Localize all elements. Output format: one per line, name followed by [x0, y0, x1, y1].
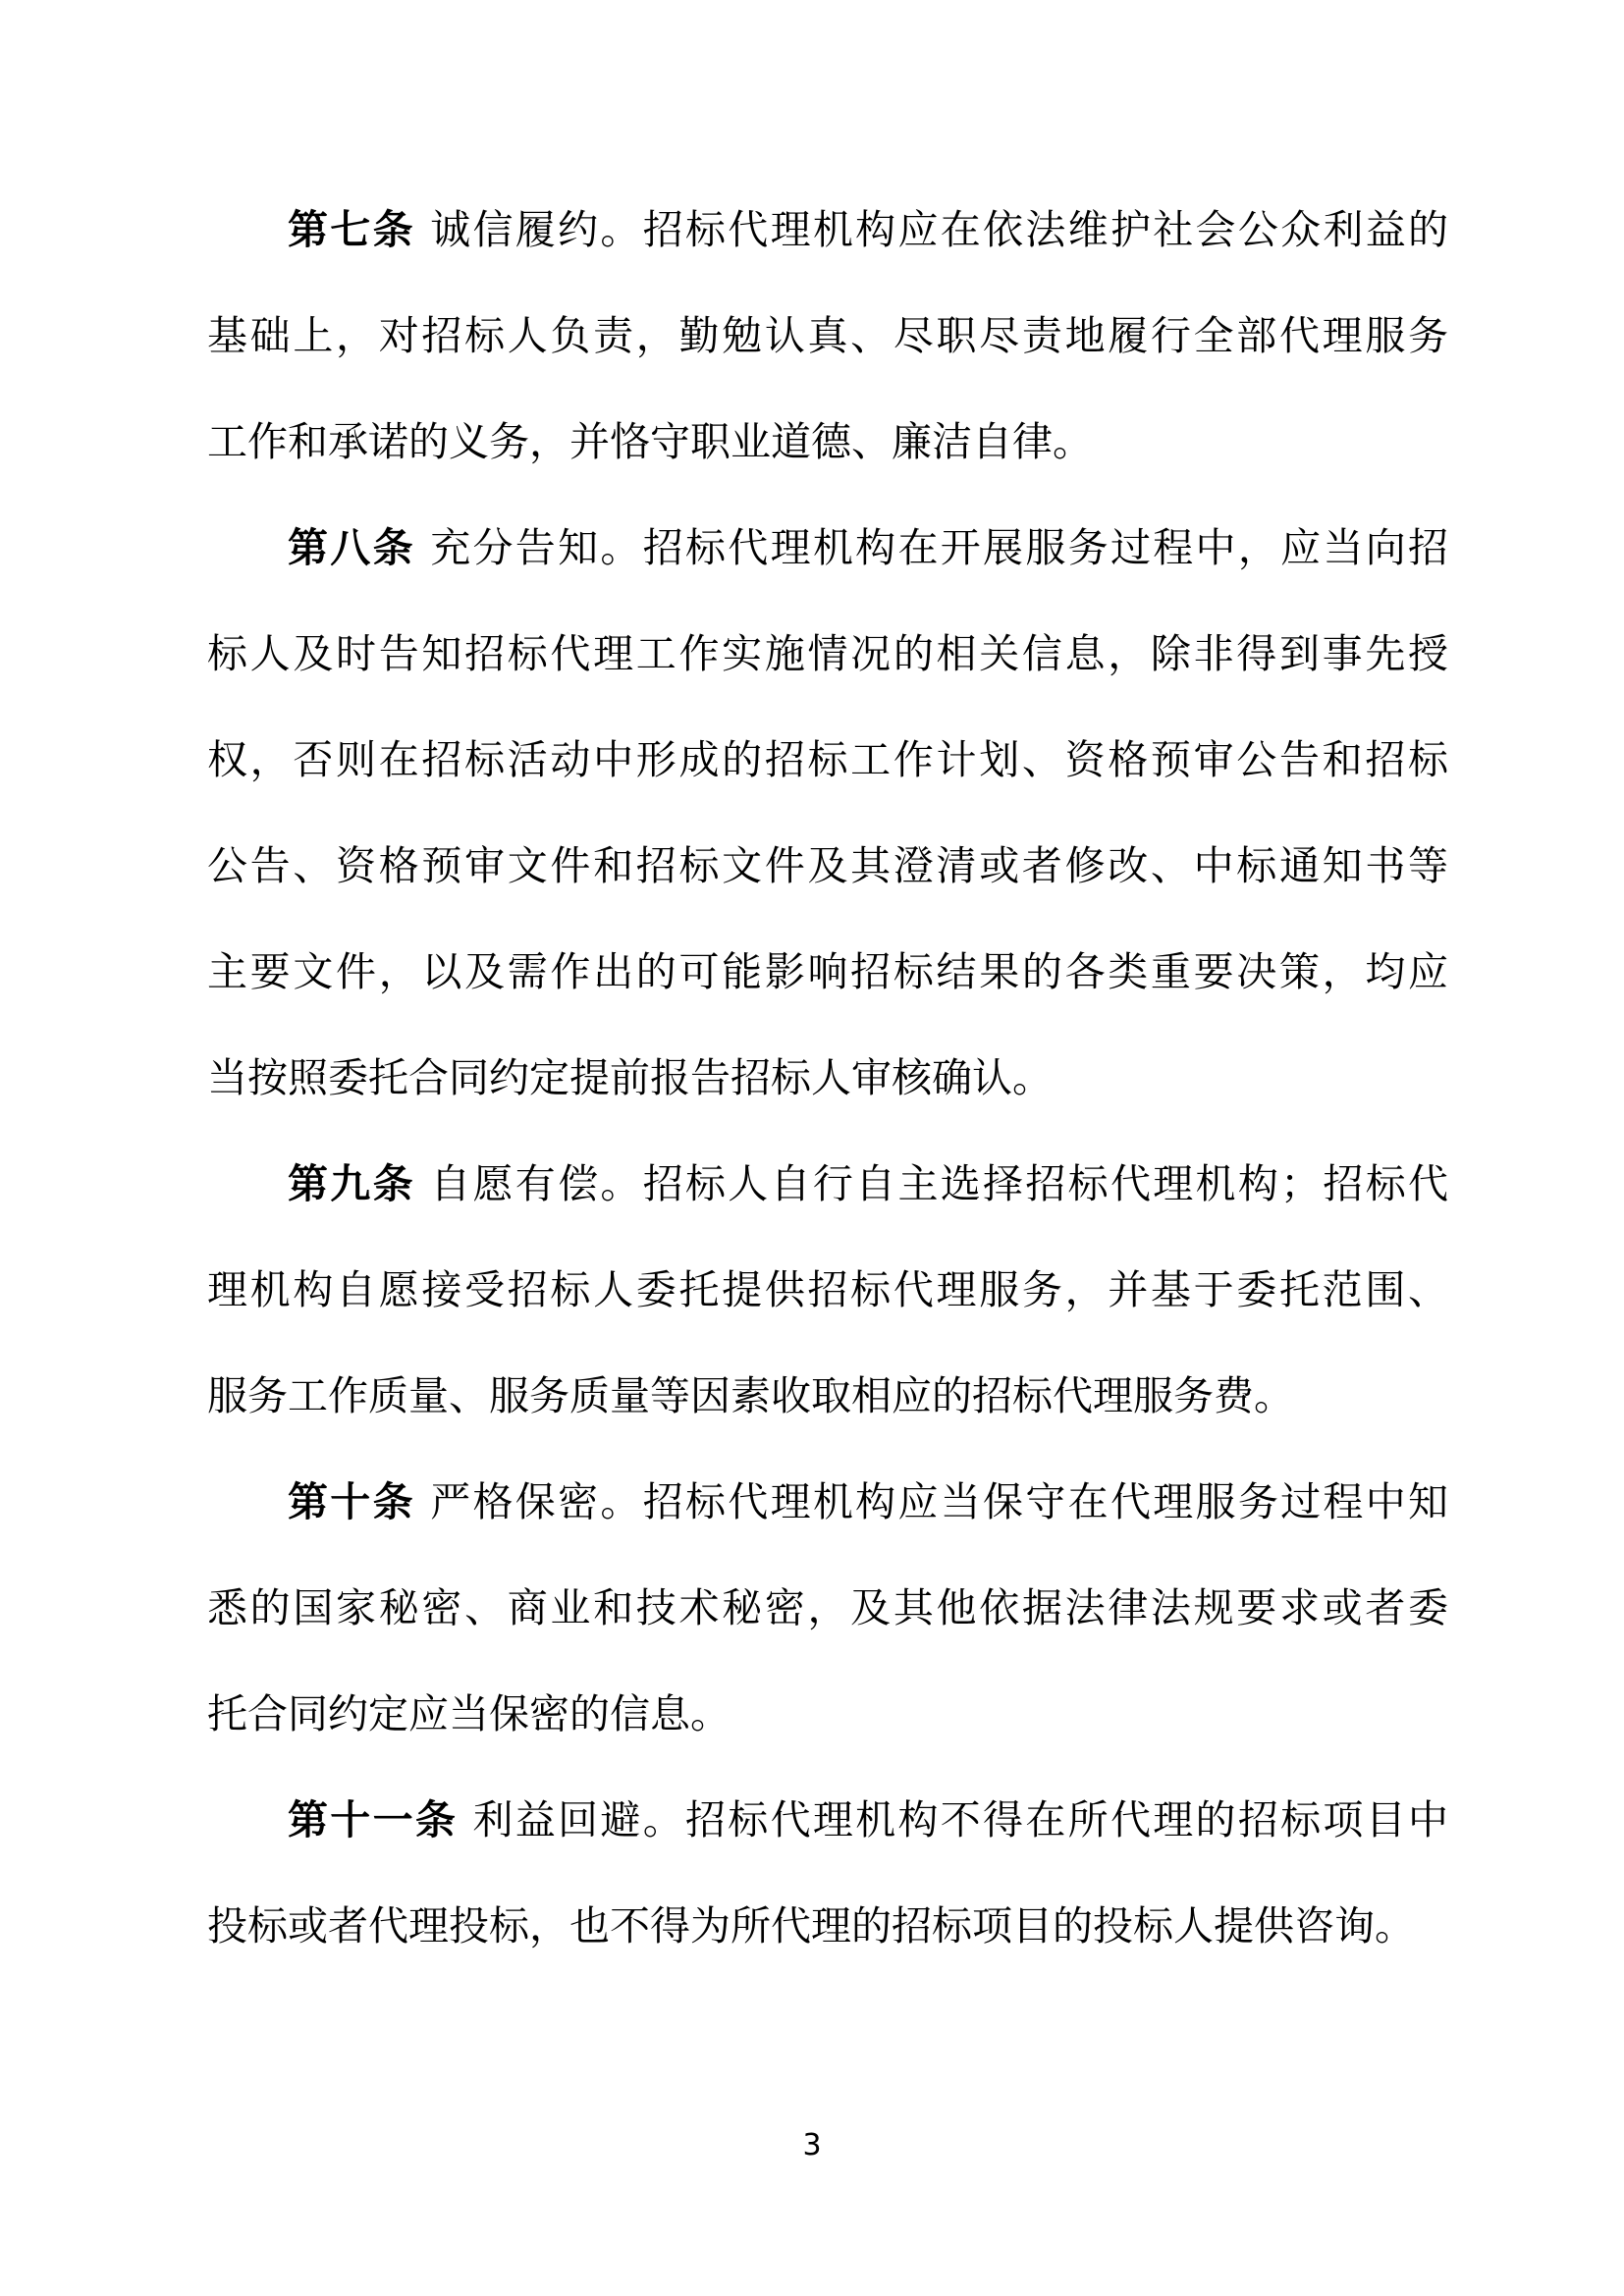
- paragraph-line: [207, 1555, 1448, 1661]
- article-number: 第七条: [288, 206, 415, 253]
- paragraph-line: [207, 177, 1448, 283]
- article-number: 第八条: [288, 524, 415, 571]
- line-text: 严格保密。招标代理机构应当保守在代理服务过程中知: [414, 1478, 1449, 1525]
- line-text: 自愿有偿。招标人自行自主选择招标代理机构；招标代: [414, 1160, 1449, 1207]
- line-text: 服务工作质量、服务质量等因素收取相应的招标代理服务费。: [207, 1372, 1294, 1419]
- article-number: 第十条: [288, 1478, 415, 1525]
- paragraph-line: [207, 389, 1448, 495]
- page-number: 3: [802, 2128, 822, 2163]
- line-text: 托合同约定应当保密的信息。: [207, 1690, 731, 1737]
- paragraph-line: [207, 707, 1448, 813]
- paragraph-line: [207, 1131, 1448, 1237]
- line-text: 悉的国家秘密、商业和技术秘密，及其他依据法律法规要求或者委: [207, 1584, 1448, 1631]
- paragraph-line: [207, 495, 1448, 601]
- line-text: 权，否则在招标活动中形成的招标工作计划、资格预审公告和招标: [207, 736, 1448, 783]
- paragraph-line: [207, 601, 1448, 707]
- line-text: 充分告知。招标代理机构在开展服务过程中，应当向招: [414, 524, 1449, 571]
- paragraph-line: [207, 1343, 1448, 1449]
- line-text: 标人及时告知招标代理工作实施情况的相关信息，除非得到事先授: [207, 630, 1448, 677]
- line-text: 工作和承诺的义务，并恪守职业道德、廉洁自律。: [207, 418, 1093, 465]
- line-text: 基础上，对招标人负责，勤勉认真、尽职尽责地履行全部代理服务: [207, 312, 1448, 359]
- line-text: 利益回避。招标代理机构不得在所代理的招标项目中: [458, 1796, 1449, 1843]
- line-text: 主要文件，以及需作出的可能影响招标结果的各类重要决策，均应: [207, 948, 1448, 995]
- document-body: [207, 177, 1448, 1979]
- line-text: 公告、资格预审文件和招标文件及其澄清或者修改、中标通知书等: [207, 842, 1448, 889]
- paragraph-line: [207, 1449, 1448, 1555]
- line-text: 投标或者代理投标，也不得为所代理的招标项目的投标人提供咨询。: [207, 1902, 1415, 1949]
- paragraph-line: [207, 813, 1448, 919]
- line-text: 诚信履约。招标代理机构应在依法维护社会公众利益的: [414, 206, 1449, 253]
- paragraph-line: [207, 1025, 1448, 1131]
- paragraph-line: [207, 283, 1448, 389]
- paragraph-line: [207, 1767, 1448, 1873]
- article-number: 第九条: [288, 1160, 415, 1207]
- paragraph-line: [207, 1237, 1448, 1343]
- line-text: 当按照委托合同约定提前报告招标人审核确认。: [207, 1054, 1053, 1101]
- paragraph-line: [207, 1873, 1448, 1979]
- paragraph-line: [207, 1661, 1448, 1767]
- paragraph-line: [207, 919, 1448, 1025]
- article-number: 第十一条: [288, 1796, 459, 1843]
- line-text: 理机构自愿接受招标人委托提供招标代理服务，并基于委托范围、: [207, 1266, 1448, 1313]
